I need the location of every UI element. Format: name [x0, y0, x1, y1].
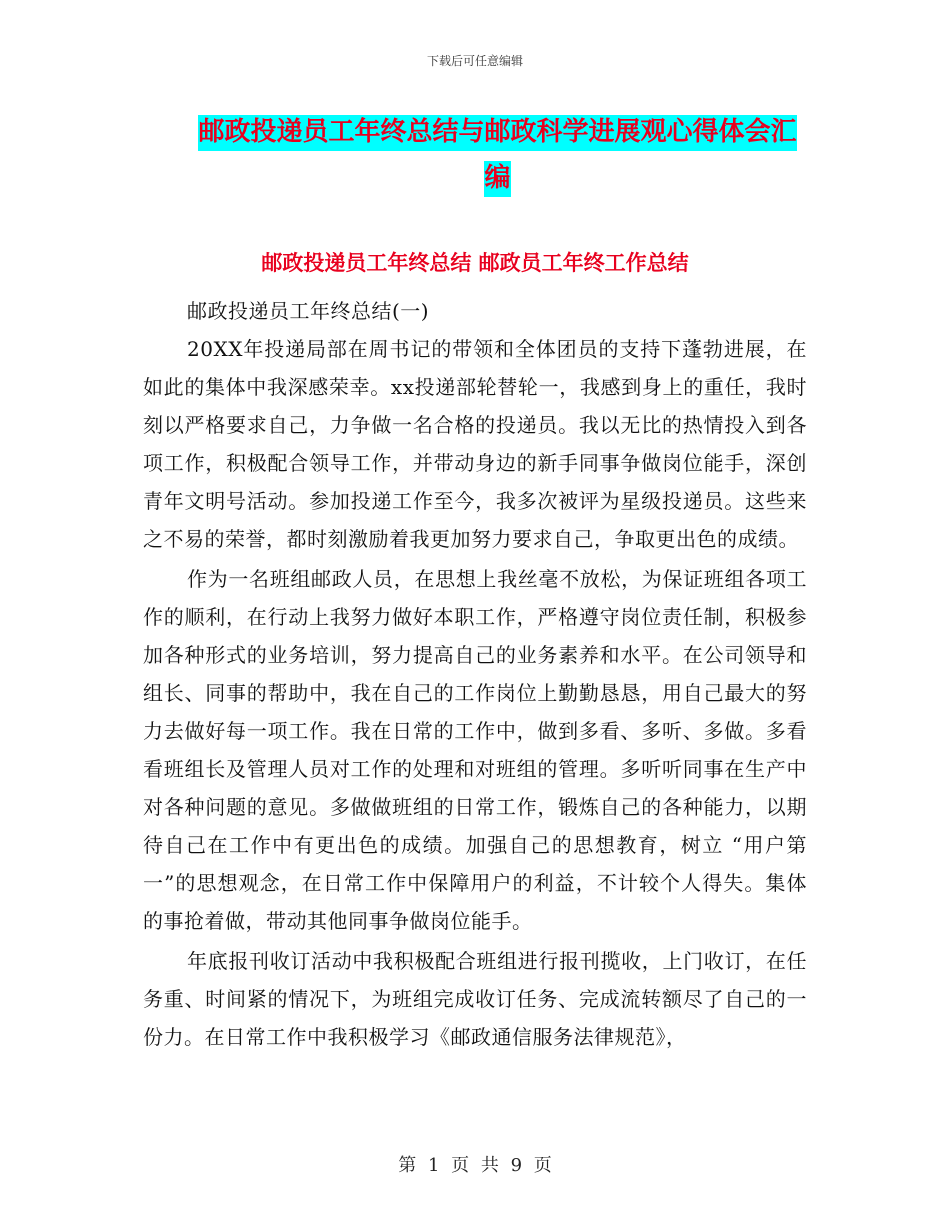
document-title	[190, 109, 805, 201]
page-footer: 第 1 页 共 9 页	[398, 1155, 552, 1176]
body-paragraph-2: 作为一名班组邮政人员，在思想上我丝毫不放松，为保证班组各项工作的顺利，在行动上我努力做好本职工作，严格遵守岗位责任制，积极参加各种形式的业务培训，努力提高自己的业务素养和水平。在公司领导和组长、同事的帮助中，我在自己的工作岗位上勤勤恳恳，用自己最大的努力去做好每一项工作。我在日常的工作中，做到多看、多听、多做。多看看班组长及管理人员对工作的处理和对班组的管理。多听听同事在生产中对各种问题的意见。多做做班组的日常工作，锻炼自己的各种能力，以期待自己在工作中有更出色的成绩。加强自己的思想教育，树立 “用户第一”的思想观念，在日常工作中保障用户的利益，不计较个人得失。集体的事抢着做，带动其他同事争做岗位能手。	[143, 567, 807, 933]
body-paragraph-3: 年底报刊收订活动中我积极配合班组进行报刊揽收，上门收订，在任务重、时间紧的情况下，为班组完成收订任务、完成流转额尽了自己的一份力。在日常工作中我积极学习《邮政通信服务法律规范》，	[143, 949, 807, 1049]
header-note: 下载后可任意编辑	[426, 54, 523, 68]
section-title: 邮政投递员工年终总结 邮政员工年终工作总结	[261, 251, 689, 275]
document-title-line-2: 编	[484, 161, 510, 197]
body-paragraph-1: 20XX年投递局部在周书记的带领和全体团员的支持下蓬勃进展，在如此的集体中我深感荣幸。xx投递部轮替轮一，我感到身上的重任，我时刻以严格要求自己，力争做一名合格的投递员。我以无比的热情投入到各项工作，积极配合领导工作，并带动身边的新手同事争做岗位能手，深创青年文明号活动。参加投递工作至今，我多次被评为星级投递员。这些来之不易的荣誉，都时刻激励着我更加努力要求自己，争取更出色的成绩。	[143, 337, 807, 551]
section-heading: 邮政投递员工年终总结(一)	[187, 299, 430, 323]
document-title-line-1: 邮政投递员工年终总结与邮政科学进展观心得体会汇	[198, 115, 796, 151]
document-body	[143, 292, 807, 1058]
